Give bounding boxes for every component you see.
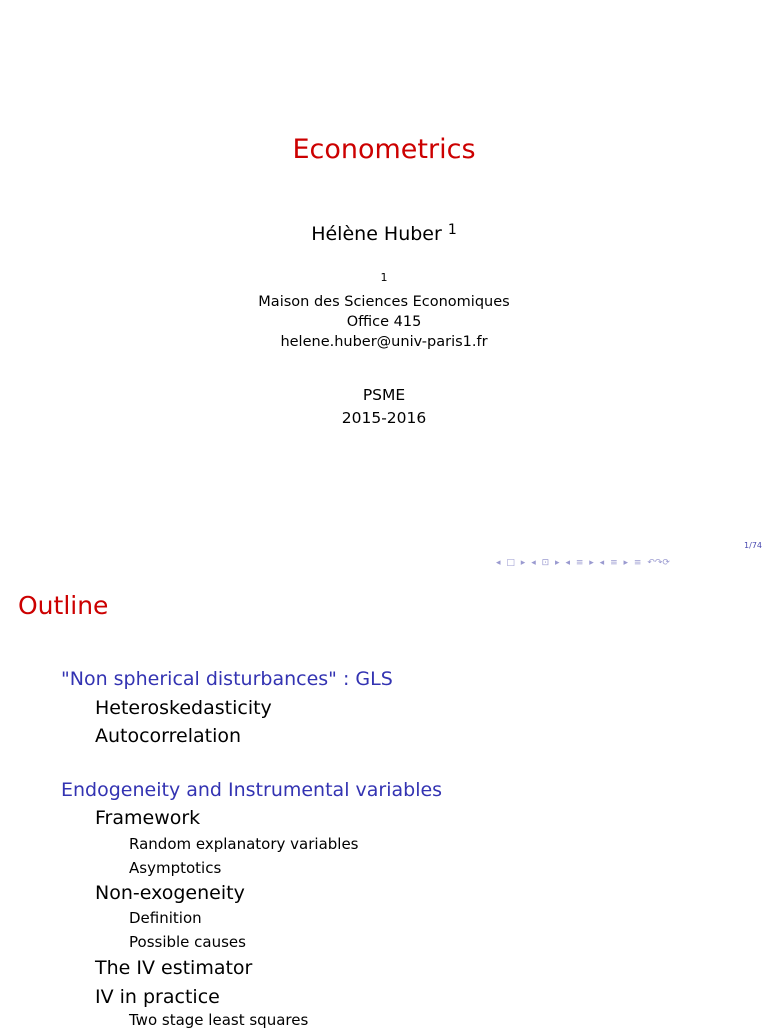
toc-item-two-stage-least-squares[interactable]: Two stage least squares: [129, 1011, 309, 1029]
outline-title: Outline: [18, 591, 109, 620]
nav-next-slide-icon[interactable]: ▸: [520, 558, 526, 568]
nav-prev-frame-icon[interactable]: ◂: [531, 558, 536, 568]
toc-subsection-heteroskedasticity[interactable]: Heteroskedasticity: [95, 697, 272, 719]
nav-subsection-icon[interactable]: ≡: [575, 558, 584, 568]
institution-name: Maison des Sciences Economiques: [258, 294, 510, 310]
author-line: [0, 217, 768, 247]
office-number: Office 415: [346, 314, 422, 330]
outline-slide: [0, 576, 768, 1029]
toc-section-gls[interactable]: "Non spherical disturbances" : GLS: [61, 668, 393, 690]
nav-search-back-icon[interactable]: ↶↷⟳: [647, 558, 670, 568]
nav-prev-slide-icon[interactable]: ◂: [496, 558, 501, 568]
toc-subsection-autocorrelation[interactable]: Autocorrelation: [95, 725, 242, 747]
toc-item-definition[interactable]: Definition: [129, 909, 202, 927]
beamer-navigation-bar: [496, 556, 762, 570]
institution-block: [0, 292, 768, 352]
author-name: Hélène Huber: [311, 223, 442, 245]
toc-section-endogeneity[interactable]: Endogeneity and Instrumental variables: [61, 779, 443, 801]
toc-subsection-iv-in-practice[interactable]: IV in practice: [95, 986, 220, 1008]
nav-document-icon[interactable]: ≡: [633, 558, 642, 568]
author-footnote-mark: 1: [447, 222, 457, 238]
toc-subsection-iv-estimator[interactable]: The IV estimator: [95, 957, 253, 979]
nav-prev-subsection-icon[interactable]: ◂: [565, 558, 570, 568]
event-block: [0, 384, 768, 430]
nav-slide-icon[interactable]: □: [506, 558, 515, 568]
toc-subsection-framework[interactable]: Framework: [95, 807, 201, 829]
institution-footnote-mark: 1: [380, 271, 388, 284]
program-name: PSME: [362, 386, 406, 404]
email-address: helene.huber@univ-paris1.fr: [280, 334, 488, 350]
nav-section-icon[interactable]: ≡: [610, 558, 618, 568]
toc-subsection-non-exogeneity[interactable]: Non-exogeneity: [95, 882, 245, 904]
presentation-title: Econometrics: [292, 134, 476, 165]
nav-next-section-icon[interactable]: ▸: [623, 558, 629, 568]
toc-item-possible-causes[interactable]: Possible causes: [129, 933, 246, 951]
nav-next-subsection-icon[interactable]: ▸: [589, 558, 594, 568]
page-number: 1/74: [744, 541, 762, 550]
nav-frame-icon[interactable]: ⊡: [541, 558, 550, 568]
nav-prev-section-icon[interactable]: ◂: [599, 558, 605, 568]
academic-year: 2015-2016: [341, 409, 427, 427]
toc-item-random-explanatory-variables[interactable]: Random explanatory variables: [129, 835, 359, 853]
nav-next-frame-icon[interactable]: ▸: [555, 558, 560, 568]
toc-item-asymptotics[interactable]: Asymptotics: [129, 859, 222, 877]
